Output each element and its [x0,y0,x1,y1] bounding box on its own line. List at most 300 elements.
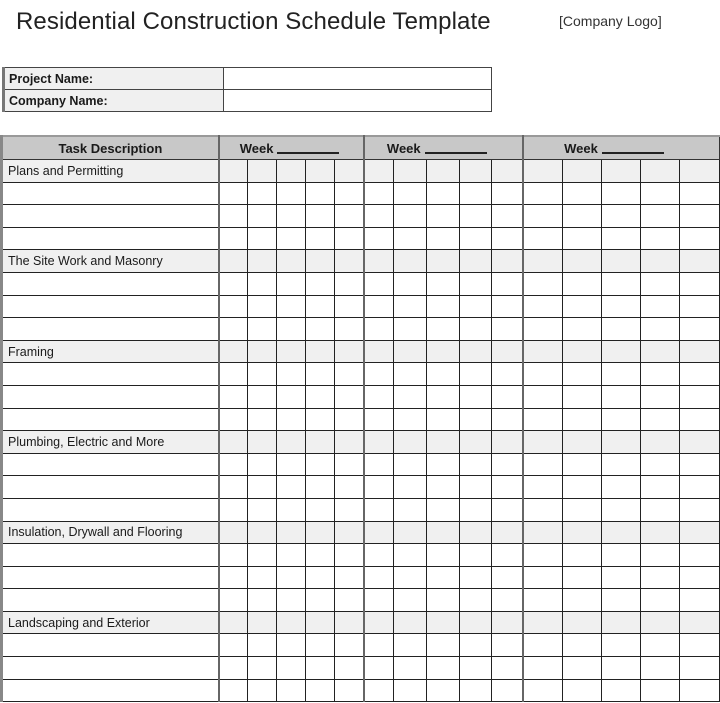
schedule-cell-week-2-day-1[interactable] [364,385,394,408]
schedule-cell-week-3-day-1[interactable] [523,385,562,408]
schedule-cell-week-3-day-4[interactable] [640,363,679,386]
schedule-cell-week-1-day-4[interactable] [306,679,335,702]
schedule-cell-week-3-day-1[interactable] [523,476,562,499]
schedule-cell-week-2-day-3[interactable] [427,498,459,521]
schedule-cell-week-1-day-5[interactable] [335,679,364,702]
schedule-cell-week-1-day-3[interactable] [277,295,306,318]
schedule-cell-week-3-day-3[interactable] [601,318,640,341]
schedule-cell-week-1-day-1[interactable] [219,227,248,250]
schedule-cell-week-2-day-3[interactable] [427,295,459,318]
schedule-cell-week-3-day-5[interactable] [679,589,719,612]
schedule-cell-week-3-day-1[interactable] [523,160,562,183]
schedule-cell-week-3-day-2[interactable] [562,318,601,341]
schedule-cell-week-3-day-4[interactable] [640,566,679,589]
schedule-cell-week-3-day-2[interactable] [562,250,601,273]
schedule-cell-week-3-day-2[interactable] [562,182,601,205]
schedule-cell-week-2-day-1[interactable] [364,363,394,386]
schedule-cell-week-2-day-3[interactable] [427,431,459,454]
schedule-cell-week-3-day-1[interactable] [523,431,562,454]
schedule-cell-week-1-day-1[interactable] [219,363,248,386]
schedule-cell-week-2-day-5[interactable] [491,272,523,295]
company-name-field[interactable] [224,90,492,112]
schedule-cell-week-1-day-1[interactable] [219,272,248,295]
task-description-cell[interactable] [2,318,219,341]
task-description-cell[interactable] [2,498,219,521]
schedule-cell-week-2-day-1[interactable] [364,431,394,454]
schedule-cell-week-3-day-3[interactable] [601,521,640,544]
schedule-cell-week-2-day-4[interactable] [459,250,491,273]
schedule-cell-week-2-day-2[interactable] [394,205,427,228]
schedule-cell-week-1-day-1[interactable] [219,679,248,702]
schedule-cell-week-2-day-5[interactable] [491,295,523,318]
schedule-cell-week-1-day-5[interactable] [335,476,364,499]
schedule-cell-week-2-day-5[interactable] [491,634,523,657]
schedule-cell-week-1-day-3[interactable] [277,476,306,499]
schedule-cell-week-2-day-4[interactable] [459,453,491,476]
schedule-cell-week-3-day-1[interactable] [523,363,562,386]
schedule-cell-week-1-day-4[interactable] [306,250,335,273]
schedule-cell-week-1-day-5[interactable] [335,250,364,273]
schedule-cell-week-3-day-3[interactable] [601,589,640,612]
schedule-cell-week-2-day-2[interactable] [394,363,427,386]
schedule-cell-week-3-day-2[interactable] [562,544,601,567]
schedule-cell-week-1-day-2[interactable] [248,250,277,273]
schedule-cell-week-1-day-1[interactable] [219,476,248,499]
schedule-cell-week-2-day-3[interactable] [427,589,459,612]
schedule-cell-week-1-day-3[interactable] [277,431,306,454]
schedule-cell-week-1-day-1[interactable] [219,182,248,205]
schedule-cell-week-3-day-2[interactable] [562,521,601,544]
schedule-cell-week-2-day-4[interactable] [459,227,491,250]
schedule-cell-week-2-day-1[interactable] [364,408,394,431]
schedule-cell-week-3-day-1[interactable] [523,340,562,363]
schedule-cell-week-2-day-3[interactable] [427,160,459,183]
schedule-cell-week-2-day-5[interactable] [491,498,523,521]
schedule-cell-week-2-day-3[interactable] [427,657,459,680]
schedule-cell-week-3-day-4[interactable] [640,611,679,634]
schedule-cell-week-2-day-1[interactable] [364,498,394,521]
schedule-cell-week-2-day-3[interactable] [427,227,459,250]
schedule-cell-week-3-day-5[interactable] [679,544,719,567]
schedule-cell-week-2-day-1[interactable] [364,566,394,589]
schedule-cell-week-3-day-4[interactable] [640,295,679,318]
schedule-cell-week-3-day-5[interactable] [679,318,719,341]
schedule-cell-week-3-day-1[interactable] [523,272,562,295]
week-1-blank[interactable] [277,140,339,154]
schedule-cell-week-2-day-1[interactable] [364,340,394,363]
schedule-cell-week-1-day-1[interactable] [219,634,248,657]
schedule-cell-week-3-day-2[interactable] [562,634,601,657]
schedule-cell-week-3-day-3[interactable] [601,657,640,680]
schedule-cell-week-3-day-4[interactable] [640,498,679,521]
schedule-cell-week-1-day-5[interactable] [335,657,364,680]
schedule-cell-week-2-day-3[interactable] [427,544,459,567]
schedule-cell-week-2-day-1[interactable] [364,160,394,183]
schedule-cell-week-3-day-3[interactable] [601,566,640,589]
schedule-cell-week-3-day-1[interactable] [523,182,562,205]
schedule-cell-week-3-day-3[interactable] [601,363,640,386]
schedule-cell-week-1-day-3[interactable] [277,408,306,431]
schedule-cell-week-3-day-3[interactable] [601,295,640,318]
schedule-cell-week-3-day-4[interactable] [640,408,679,431]
schedule-cell-week-2-day-2[interactable] [394,318,427,341]
schedule-cell-week-3-day-2[interactable] [562,227,601,250]
schedule-cell-week-1-day-1[interactable] [219,250,248,273]
schedule-cell-week-1-day-4[interactable] [306,160,335,183]
schedule-cell-week-2-day-3[interactable] [427,182,459,205]
schedule-cell-week-1-day-3[interactable] [277,385,306,408]
schedule-cell-week-1-day-2[interactable] [248,498,277,521]
schedule-cell-week-2-day-1[interactable] [364,295,394,318]
schedule-cell-week-1-day-1[interactable] [219,318,248,341]
schedule-cell-week-3-day-2[interactable] [562,340,601,363]
schedule-cell-week-2-day-3[interactable] [427,385,459,408]
schedule-cell-week-1-day-1[interactable] [219,521,248,544]
schedule-cell-week-3-day-4[interactable] [640,272,679,295]
schedule-cell-week-2-day-1[interactable] [364,611,394,634]
schedule-cell-week-1-day-3[interactable] [277,272,306,295]
schedule-cell-week-2-day-5[interactable] [491,340,523,363]
schedule-cell-week-2-day-5[interactable] [491,318,523,341]
schedule-cell-week-2-day-2[interactable] [394,160,427,183]
schedule-cell-week-2-day-2[interactable] [394,679,427,702]
schedule-cell-week-3-day-5[interactable] [679,363,719,386]
schedule-cell-week-3-day-5[interactable] [679,566,719,589]
schedule-cell-week-3-day-4[interactable] [640,182,679,205]
schedule-cell-week-3-day-4[interactable] [640,385,679,408]
schedule-cell-week-1-day-5[interactable] [335,634,364,657]
schedule-cell-week-1-day-2[interactable] [248,634,277,657]
schedule-cell-week-1-day-5[interactable] [335,272,364,295]
task-description-cell[interactable] [2,566,219,589]
schedule-cell-week-1-day-1[interactable] [219,385,248,408]
schedule-cell-week-3-day-5[interactable] [679,340,719,363]
schedule-cell-week-1-day-1[interactable] [219,340,248,363]
schedule-cell-week-2-day-5[interactable] [491,431,523,454]
schedule-cell-week-3-day-2[interactable] [562,566,601,589]
schedule-cell-week-3-day-3[interactable] [601,611,640,634]
schedule-cell-week-3-day-1[interactable] [523,544,562,567]
schedule-cell-week-2-day-5[interactable] [491,657,523,680]
schedule-cell-week-2-day-2[interactable] [394,476,427,499]
schedule-cell-week-1-day-5[interactable] [335,589,364,612]
schedule-cell-week-1-day-3[interactable] [277,363,306,386]
schedule-cell-week-1-day-4[interactable] [306,476,335,499]
schedule-cell-week-1-day-1[interactable] [219,566,248,589]
schedule-cell-week-3-day-5[interactable] [679,408,719,431]
schedule-cell-week-1-day-4[interactable] [306,385,335,408]
schedule-cell-week-1-day-4[interactable] [306,611,335,634]
schedule-cell-week-3-day-2[interactable] [562,363,601,386]
week-2-blank[interactable] [425,140,487,154]
schedule-cell-week-3-day-3[interactable] [601,679,640,702]
schedule-cell-week-3-day-4[interactable] [640,589,679,612]
schedule-cell-week-2-day-5[interactable] [491,679,523,702]
task-description-cell[interactable] [2,182,219,205]
schedule-cell-week-2-day-5[interactable] [491,363,523,386]
schedule-cell-week-3-day-3[interactable] [601,408,640,431]
schedule-cell-week-1-day-5[interactable] [335,160,364,183]
schedule-cell-week-3-day-2[interactable] [562,498,601,521]
schedule-cell-week-2-day-1[interactable] [364,634,394,657]
task-description-cell[interactable] [2,476,219,499]
schedule-cell-week-3-day-5[interactable] [679,272,719,295]
schedule-cell-week-2-day-4[interactable] [459,385,491,408]
schedule-cell-week-3-day-3[interactable] [601,453,640,476]
schedule-cell-week-3-day-1[interactable] [523,634,562,657]
schedule-cell-week-3-day-4[interactable] [640,431,679,454]
schedule-cell-week-3-day-5[interactable] [679,182,719,205]
task-description-cell[interactable] [2,205,219,228]
schedule-cell-week-3-day-3[interactable] [601,250,640,273]
schedule-cell-week-2-day-3[interactable] [427,408,459,431]
schedule-cell-week-2-day-1[interactable] [364,250,394,273]
schedule-cell-week-3-day-3[interactable] [601,182,640,205]
schedule-cell-week-3-day-4[interactable] [640,340,679,363]
schedule-cell-week-1-day-3[interactable] [277,318,306,341]
schedule-cell-week-2-day-4[interactable] [459,160,491,183]
schedule-cell-week-1-day-4[interactable] [306,340,335,363]
schedule-cell-week-2-day-4[interactable] [459,295,491,318]
schedule-cell-week-2-day-5[interactable] [491,521,523,544]
schedule-cell-week-2-day-5[interactable] [491,566,523,589]
schedule-cell-week-1-day-4[interactable] [306,295,335,318]
schedule-cell-week-3-day-2[interactable] [562,205,601,228]
schedule-cell-week-3-day-4[interactable] [640,160,679,183]
schedule-cell-week-1-day-5[interactable] [335,182,364,205]
schedule-cell-week-3-day-2[interactable] [562,679,601,702]
schedule-cell-week-2-day-3[interactable] [427,363,459,386]
schedule-cell-week-1-day-1[interactable] [219,589,248,612]
schedule-cell-week-1-day-5[interactable] [335,205,364,228]
schedule-cell-week-2-day-4[interactable] [459,679,491,702]
project-name-field[interactable] [224,68,492,90]
schedule-cell-week-1-day-5[interactable] [335,544,364,567]
schedule-cell-week-2-day-1[interactable] [364,453,394,476]
schedule-cell-week-3-day-2[interactable] [562,272,601,295]
schedule-cell-week-1-day-1[interactable] [219,611,248,634]
schedule-cell-week-2-day-1[interactable] [364,318,394,341]
schedule-cell-week-2-day-2[interactable] [394,657,427,680]
schedule-cell-week-3-day-2[interactable] [562,385,601,408]
schedule-cell-week-2-day-3[interactable] [427,453,459,476]
schedule-cell-week-3-day-5[interactable] [679,250,719,273]
schedule-cell-week-2-day-4[interactable] [459,476,491,499]
schedule-cell-week-2-day-3[interactable] [427,272,459,295]
schedule-cell-week-1-day-2[interactable] [248,340,277,363]
schedule-cell-week-3-day-4[interactable] [640,250,679,273]
schedule-cell-week-3-day-4[interactable] [640,521,679,544]
schedule-cell-week-1-day-2[interactable] [248,589,277,612]
schedule-cell-week-3-day-5[interactable] [679,611,719,634]
schedule-cell-week-3-day-5[interactable] [679,227,719,250]
schedule-cell-week-1-day-4[interactable] [306,272,335,295]
task-description-cell[interactable] [2,634,219,657]
schedule-cell-week-2-day-3[interactable] [427,611,459,634]
schedule-cell-week-3-day-2[interactable] [562,611,601,634]
schedule-cell-week-2-day-5[interactable] [491,250,523,273]
schedule-cell-week-3-day-3[interactable] [601,498,640,521]
schedule-cell-week-2-day-2[interactable] [394,227,427,250]
schedule-cell-week-1-day-3[interactable] [277,566,306,589]
schedule-cell-week-1-day-5[interactable] [335,227,364,250]
schedule-cell-week-1-day-2[interactable] [248,611,277,634]
schedule-cell-week-1-day-1[interactable] [219,431,248,454]
schedule-cell-week-3-day-5[interactable] [679,498,719,521]
schedule-cell-week-1-day-1[interactable] [219,657,248,680]
schedule-cell-week-1-day-5[interactable] [335,611,364,634]
schedule-cell-week-1-day-3[interactable] [277,611,306,634]
schedule-cell-week-1-day-4[interactable] [306,453,335,476]
schedule-cell-week-3-day-5[interactable] [679,160,719,183]
schedule-cell-week-2-day-2[interactable] [394,431,427,454]
schedule-cell-week-2-day-2[interactable] [394,340,427,363]
schedule-cell-week-1-day-3[interactable] [277,205,306,228]
schedule-cell-week-2-day-4[interactable] [459,611,491,634]
schedule-cell-week-2-day-5[interactable] [491,611,523,634]
schedule-cell-week-1-day-2[interactable] [248,476,277,499]
schedule-cell-week-3-day-3[interactable] [601,476,640,499]
schedule-cell-week-1-day-3[interactable] [277,227,306,250]
schedule-cell-week-1-day-4[interactable] [306,544,335,567]
schedule-cell-week-2-day-4[interactable] [459,408,491,431]
schedule-cell-week-1-day-4[interactable] [306,431,335,454]
schedule-cell-week-3-day-2[interactable] [562,431,601,454]
schedule-cell-week-2-day-4[interactable] [459,363,491,386]
schedule-cell-week-3-day-5[interactable] [679,634,719,657]
schedule-cell-week-2-day-1[interactable] [364,521,394,544]
schedule-cell-week-3-day-2[interactable] [562,657,601,680]
schedule-cell-week-2-day-1[interactable] [364,227,394,250]
schedule-cell-week-3-day-3[interactable] [601,340,640,363]
schedule-cell-week-1-day-1[interactable] [219,295,248,318]
schedule-cell-week-1-day-3[interactable] [277,589,306,612]
schedule-cell-week-2-day-1[interactable] [364,272,394,295]
schedule-cell-week-3-day-4[interactable] [640,205,679,228]
schedule-cell-week-3-day-3[interactable] [601,227,640,250]
schedule-cell-week-2-day-2[interactable] [394,182,427,205]
schedule-cell-week-2-day-3[interactable] [427,205,459,228]
schedule-cell-week-2-day-2[interactable] [394,589,427,612]
schedule-cell-week-3-day-1[interactable] [523,679,562,702]
schedule-cell-week-3-day-1[interactable] [523,521,562,544]
schedule-cell-week-2-day-3[interactable] [427,250,459,273]
schedule-cell-week-2-day-2[interactable] [394,272,427,295]
schedule-cell-week-2-day-4[interactable] [459,544,491,567]
schedule-cell-week-2-day-4[interactable] [459,205,491,228]
schedule-cell-week-2-day-4[interactable] [459,272,491,295]
schedule-cell-week-2-day-2[interactable] [394,611,427,634]
schedule-cell-week-1-day-2[interactable] [248,408,277,431]
schedule-cell-week-3-day-4[interactable] [640,679,679,702]
schedule-cell-week-3-day-4[interactable] [640,227,679,250]
schedule-cell-week-1-day-2[interactable] [248,227,277,250]
schedule-cell-week-1-day-4[interactable] [306,657,335,680]
task-description-cell[interactable] [2,657,219,680]
schedule-cell-week-3-day-5[interactable] [679,385,719,408]
schedule-cell-week-1-day-5[interactable] [335,453,364,476]
schedule-cell-week-3-day-3[interactable] [601,160,640,183]
schedule-cell-week-2-day-1[interactable] [364,182,394,205]
schedule-cell-week-3-day-1[interactable] [523,318,562,341]
schedule-cell-week-3-day-2[interactable] [562,408,601,431]
schedule-cell-week-2-day-4[interactable] [459,657,491,680]
schedule-cell-week-3-day-4[interactable] [640,634,679,657]
schedule-cell-week-1-day-5[interactable] [335,408,364,431]
schedule-cell-week-3-day-3[interactable] [601,634,640,657]
schedule-cell-week-3-day-5[interactable] [679,679,719,702]
schedule-cell-week-3-day-4[interactable] [640,544,679,567]
schedule-cell-week-2-day-4[interactable] [459,498,491,521]
schedule-cell-week-1-day-2[interactable] [248,205,277,228]
schedule-cell-week-2-day-4[interactable] [459,182,491,205]
week-3-blank[interactable] [602,140,664,154]
schedule-cell-week-1-day-5[interactable] [335,318,364,341]
schedule-cell-week-1-day-4[interactable] [306,182,335,205]
schedule-cell-week-1-day-5[interactable] [335,295,364,318]
schedule-cell-week-2-day-3[interactable] [427,476,459,499]
schedule-cell-week-3-day-1[interactable] [523,295,562,318]
schedule-cell-week-2-day-2[interactable] [394,250,427,273]
schedule-cell-week-3-day-5[interactable] [679,205,719,228]
schedule-cell-week-3-day-5[interactable] [679,431,719,454]
schedule-cell-week-1-day-3[interactable] [277,453,306,476]
schedule-cell-week-1-day-2[interactable] [248,544,277,567]
schedule-cell-week-2-day-1[interactable] [364,679,394,702]
schedule-cell-week-1-day-5[interactable] [335,385,364,408]
schedule-cell-week-3-day-2[interactable] [562,453,601,476]
schedule-cell-week-1-day-2[interactable] [248,318,277,341]
task-description-cell[interactable] [2,295,219,318]
schedule-cell-week-1-day-3[interactable] [277,521,306,544]
schedule-cell-week-2-day-4[interactable] [459,589,491,612]
schedule-cell-week-2-day-5[interactable] [491,227,523,250]
schedule-cell-week-3-day-2[interactable] [562,589,601,612]
schedule-cell-week-3-day-1[interactable] [523,657,562,680]
task-description-cell[interactable] [2,453,219,476]
schedule-cell-week-1-day-5[interactable] [335,340,364,363]
schedule-cell-week-1-day-3[interactable] [277,340,306,363]
schedule-cell-week-2-day-2[interactable] [394,544,427,567]
schedule-cell-week-1-day-3[interactable] [277,160,306,183]
schedule-cell-week-1-day-3[interactable] [277,544,306,567]
schedule-cell-week-2-day-2[interactable] [394,634,427,657]
schedule-cell-week-1-day-2[interactable] [248,363,277,386]
schedule-cell-week-3-day-5[interactable] [679,295,719,318]
schedule-cell-week-2-day-2[interactable] [394,566,427,589]
schedule-cell-week-3-day-5[interactable] [679,657,719,680]
schedule-cell-week-3-day-3[interactable] [601,385,640,408]
schedule-cell-week-1-day-5[interactable] [335,521,364,544]
schedule-cell-week-1-day-2[interactable] [248,295,277,318]
schedule-cell-week-1-day-1[interactable] [219,498,248,521]
schedule-cell-week-3-day-1[interactable] [523,453,562,476]
schedule-cell-week-1-day-3[interactable] [277,634,306,657]
schedule-cell-week-2-day-1[interactable] [364,657,394,680]
schedule-cell-week-3-day-3[interactable] [601,272,640,295]
task-description-cell[interactable] [2,363,219,386]
schedule-cell-week-1-day-3[interactable] [277,250,306,273]
schedule-cell-week-2-day-2[interactable] [394,295,427,318]
schedule-cell-week-1-day-2[interactable] [248,160,277,183]
schedule-cell-week-2-day-3[interactable] [427,634,459,657]
schedule-cell-week-2-day-3[interactable] [427,318,459,341]
schedule-cell-week-2-day-5[interactable] [491,453,523,476]
schedule-cell-week-2-day-4[interactable] [459,566,491,589]
schedule-cell-week-3-day-4[interactable] [640,476,679,499]
schedule-cell-week-3-day-1[interactable] [523,498,562,521]
schedule-cell-week-2-day-3[interactable] [427,566,459,589]
